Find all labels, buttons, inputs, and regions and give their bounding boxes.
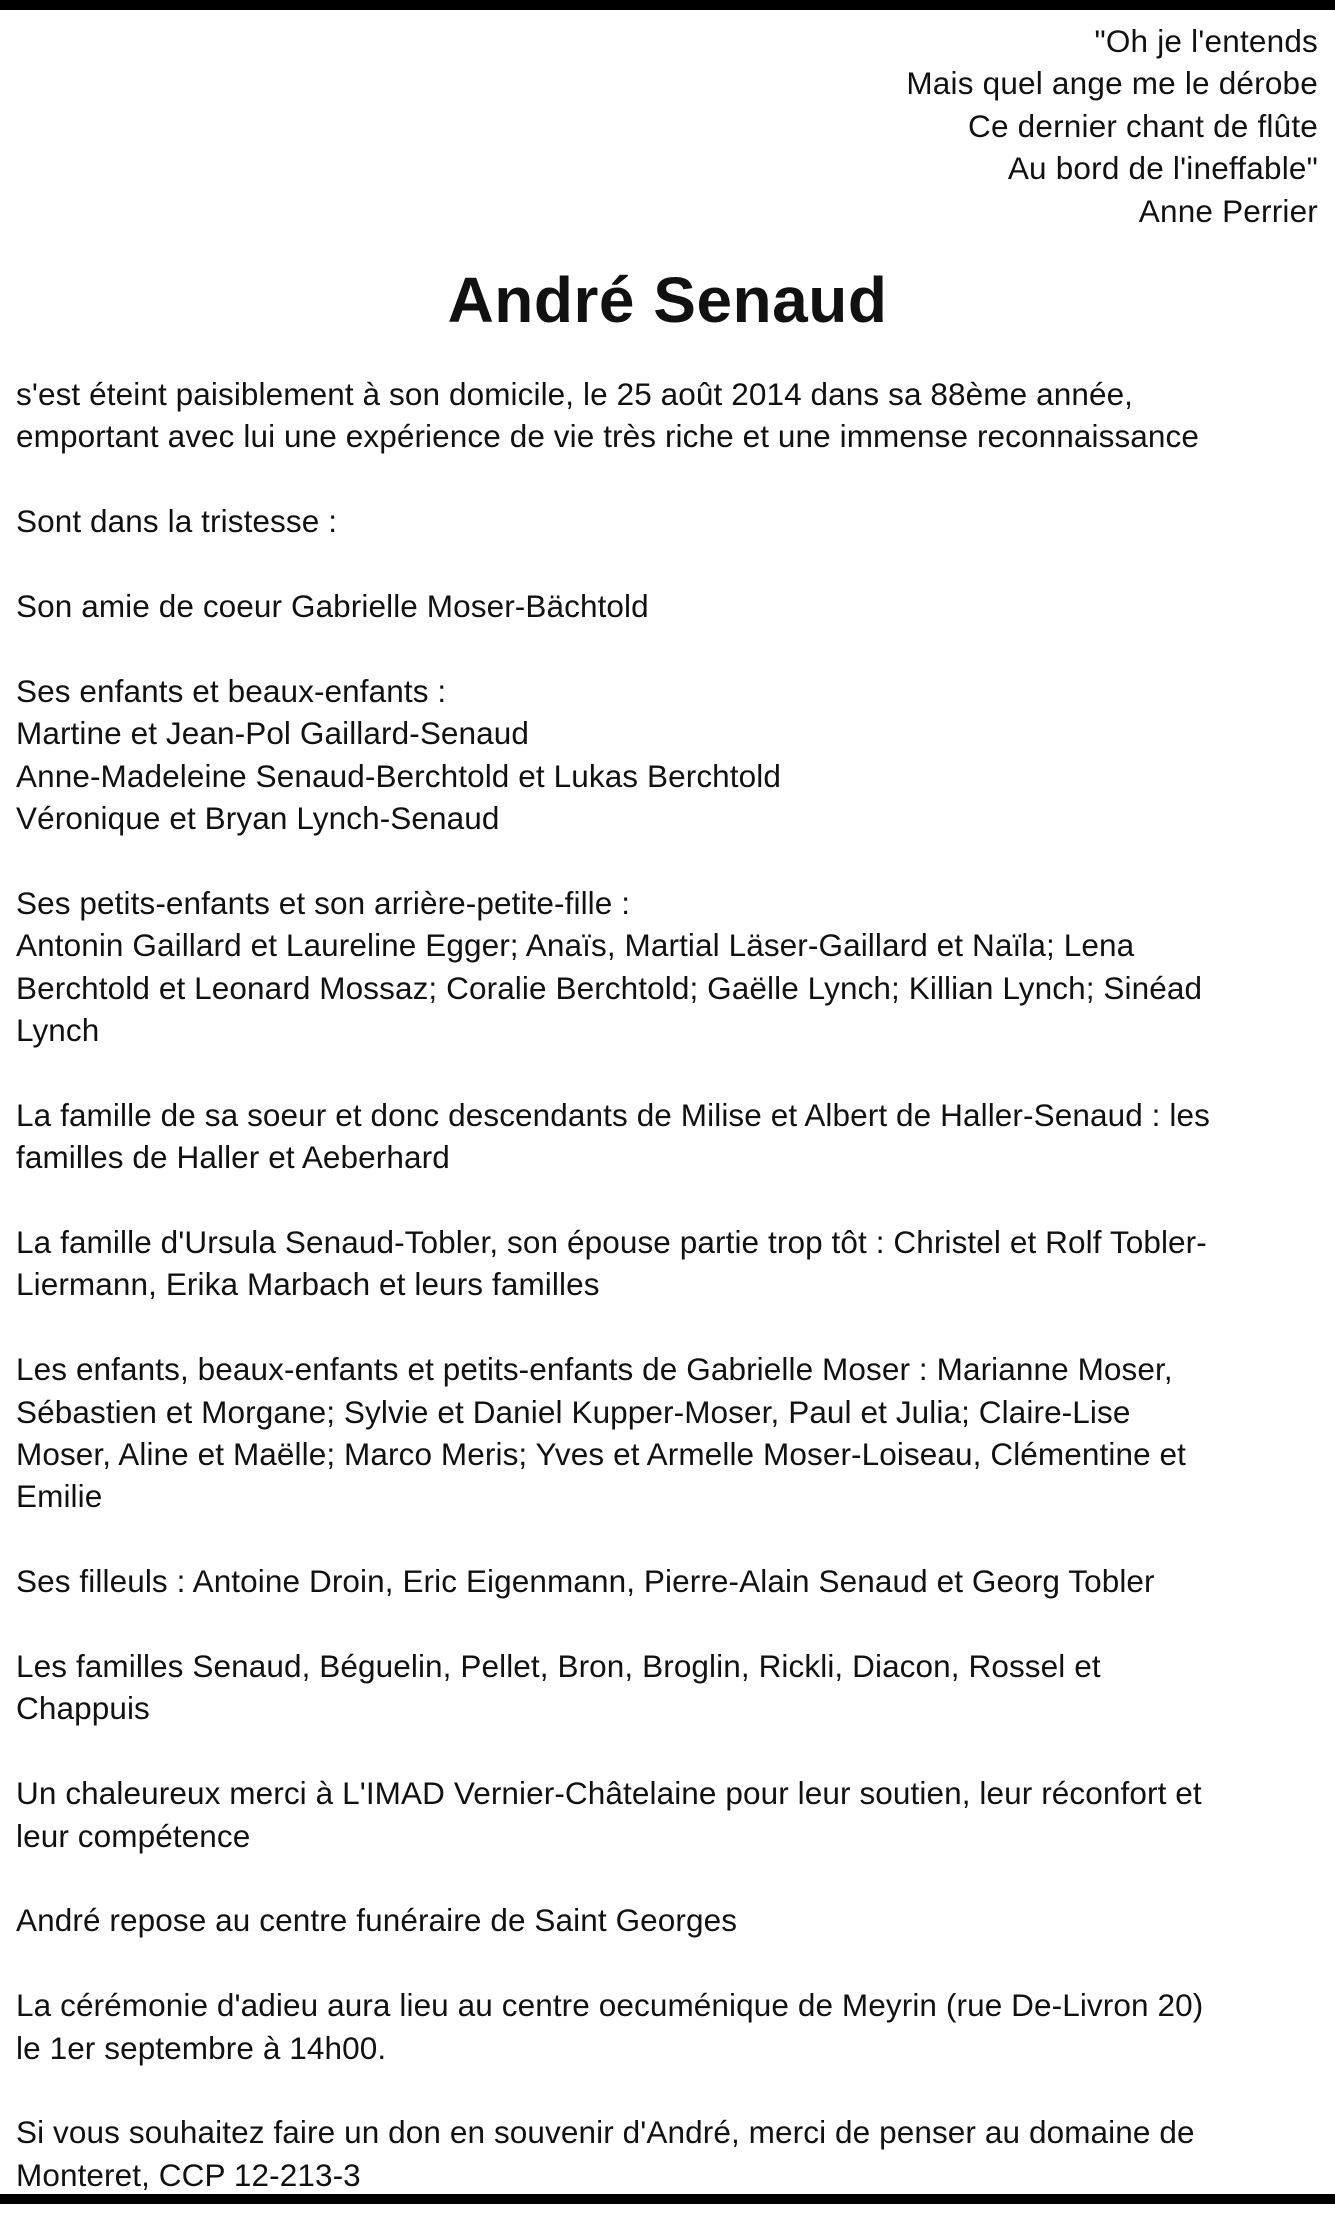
paragraph-line: La cérémonie d'adieu aura lieu au centre oecuménique de Meyrin (rue De-Livron 20) [16,1987,1204,2024]
obituary-paragraph [16,1984,1321,2069]
paragraph-line: Martine et Jean-Pol Gaillard-Senaud [16,715,530,752]
paragraph-line: emportant avec lui une expérience de vie très riche et une immense reconnaissance [16,418,1199,455]
paragraph-line: Un chaleureux merci à L'IMAD Vernier-Châtelaine pour leur soutien, leur réconfort et [16,1775,1202,1812]
paragraph-line: Lynch [16,1012,100,1049]
epigraph-line: Au bord de l'ineffable" [1007,150,1318,187]
obituary-paragraph [16,1094,1321,1179]
paragraph-line: leur compétence [16,1817,251,1854]
bottom-border [0,2194,1335,2204]
paragraph-line: Si vous souhaitez faire un don en souvenir d'André, merci de penser au domaine de [16,2114,1195,2151]
paragraph-line: Les enfants, beaux-enfants et petits-enfants de Gabrielle Moser : Marianne Moser, [16,1351,1173,1388]
paragraph-line: Ses enfants et beaux-enfants : [16,672,447,709]
obituary-paragraph [16,1560,1321,1602]
paragraph-line: Moser, Aline et Maëlle; Marco Meris; Yves et Armelle Moser-Loiseau, Clémentine et [16,1436,1187,1473]
obituary-paragraph [16,585,1321,627]
obituary-paragraph [16,2111,1321,2196]
obituary-paragraph [16,1772,1321,1857]
obituary-paragraph [16,373,1321,458]
epigraph-poem [618,20,1318,232]
paragraph-line: Ses filleuls : Antoine Droin, Eric Eigenmann, Pierre-Alain Senaud et Georg Tobler [16,1563,1155,1600]
obituary-paragraph [16,1899,1321,1941]
obituary-paragraph [16,882,1321,1052]
obituary-paragraph [16,500,1321,542]
paragraph-line: le 1er septembre à 14h00. [16,2029,387,2066]
top-border [0,0,1335,10]
paragraph-line: La famille de sa soeur et donc descendants de Milise et Albert de Haller-Senaud : les [16,1096,1210,1133]
paragraph-line: Antonin Gaillard et Laureline Egger; Anaïs, Martial Läser-Gaillard et Naïla; Lena [16,927,1135,964]
paragraph-line: Emilie [16,1478,103,1515]
paragraph-line: Les familles Senaud, Béguelin, Pellet, Bron, Broglin, Rickli, Diacon, Rossel et [16,1648,1101,1685]
obituary-paragraph [16,1221,1321,1306]
paragraph-line: Sont dans la tristesse : [16,503,338,540]
epigraph-author: Anne Perrier [1138,192,1318,229]
epigraph-line: Mais quel ange me le dérobe [906,65,1318,102]
paragraph-line: André repose au centre funéraire de Saint Georges [16,1902,738,1939]
paragraph-line: Sébastien et Morgane; Sylvie et Daniel Kupper-Moser, Paul et Julia; Claire-Lise [16,1393,1131,1430]
paragraph-line: Ses petits-enfants et son arrière-petite-fille : [16,884,631,921]
obituary-paragraph [16,1348,1321,1518]
epigraph-line: "Oh je l'entends [1094,23,1318,59]
paragraph-line: Anne-Madeleine Senaud-Berchtold et Lukas Berchtold [16,757,781,794]
paragraph-line: s'est éteint paisiblement à son domicile, le 25 août 2014 dans sa 88ème année, [16,376,1134,412]
obituary-paragraph [16,670,1321,840]
deceased-name-title: André Senaud [447,264,888,336]
paragraph-line: Liermann, Erika Marbach et leurs familles [16,1266,600,1303]
paragraph-line: La famille d'Ursula Senaud-Tobler, son épouse partie trop tôt : Christel et Rolf Tobler- [16,1224,1207,1261]
paragraph-line: Chappuis [16,1690,150,1727]
paragraph-line: Véronique et Bryan Lynch-Senaud [16,800,500,837]
obituary-paragraph [16,1645,1321,1730]
paragraph-line: familles de Haller et Aeberhard [16,1139,450,1176]
obituary-body [16,373,1321,2239]
paragraph-line: Son amie de coeur Gabrielle Moser-Bächtold [16,588,649,624]
paragraph-line: Monteret, CCP 12-213-3 [16,2156,361,2193]
epigraph-line: Ce dernier chant de flûte [968,107,1318,144]
paragraph-line: Berchtold et Leonard Mossaz; Coralie Berchtold; Gaëlle Lynch; Killian Lynch; Sinéad [16,969,1203,1006]
